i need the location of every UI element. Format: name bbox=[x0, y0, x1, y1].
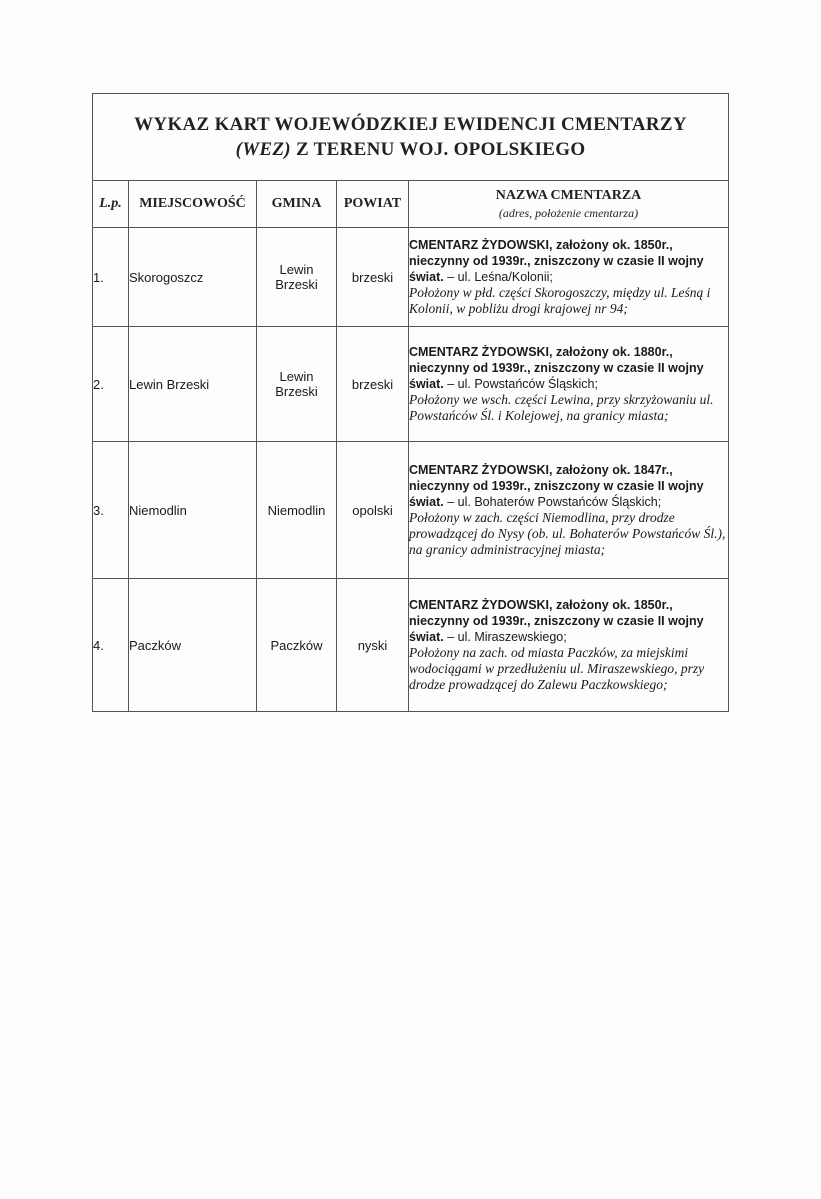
row-gmina: Niemodlin bbox=[257, 442, 337, 579]
title-abbrev: (WEZ) bbox=[235, 139, 291, 160]
row-powiat: brzeski bbox=[337, 327, 409, 442]
header-nazwa-label: NAZWA CMENTARZA bbox=[495, 187, 642, 203]
header-powiat: POWIAT bbox=[337, 181, 409, 228]
row-description bbox=[409, 228, 729, 327]
row-miejscowosc: Skorogoszcz bbox=[129, 228, 257, 327]
row-location: Położony na zach. od miasta Paczków, za miejskimi wodociągami w przedłużeniu ul. Miraszewskiego, przy drodze prowadzącej do Zalewu Paczkowskiego; bbox=[409, 645, 705, 692]
row-miejscowosc: Niemodlin bbox=[129, 442, 257, 579]
row-lp: 3. bbox=[93, 442, 129, 579]
row-lp: 2. bbox=[93, 327, 129, 442]
row-location: Położony we wsch. części Lewina, przy skrzyżowaniu ul. Powstańców Śl. i Kolejowej, na granicy miasta; bbox=[409, 392, 714, 423]
row-address: – ul. Leśna/Kolonii; bbox=[443, 270, 553, 284]
table-row bbox=[93, 579, 729, 712]
title-line-1: WYKAZ KART WOJEWÓDZKIEJ EWIDENCJI CMENTARZY bbox=[134, 114, 687, 135]
row-description bbox=[409, 327, 729, 442]
row-address: – ul. Powstańców Śląskich; bbox=[443, 377, 598, 391]
row-address: – ul. Miraszewskiego; bbox=[443, 630, 567, 644]
row-gmina bbox=[257, 327, 337, 442]
row-location: Położony w płd. części Skorogoszczy, między ul. Leśną i Kolonii, w pobliżu drogi krajowej nr 94; bbox=[409, 285, 711, 316]
header-gmina: GMINA bbox=[257, 181, 337, 228]
row-lp: 4. bbox=[93, 579, 129, 712]
row-gmina-line-1: Lewin bbox=[279, 369, 314, 384]
cemetery-register-table bbox=[92, 93, 729, 712]
row-lp: 1. bbox=[93, 228, 129, 327]
row-description bbox=[409, 579, 729, 712]
row-address: – ul. Bohaterów Powstańców Śląskich; bbox=[443, 495, 662, 509]
header-lp: L.p. bbox=[93, 181, 129, 228]
header-row bbox=[93, 181, 729, 228]
row-cemetery-name: CMENTARZ ŻYDOWSKI, założony ok. 1880r., nieczynny od 1939r., zniszczony w czasie II wojny świat. bbox=[409, 345, 704, 391]
row-gmina bbox=[257, 228, 337, 327]
row-powiat: nyski bbox=[337, 579, 409, 712]
header-nazwa-sub: (adres, położenie cmentarza) bbox=[498, 205, 639, 220]
row-gmina-line-2: Brzeski bbox=[275, 277, 318, 292]
row-cemetery-name: CMENTARZ ŻYDOWSKI, założony ok. 1850r., nieczynny od 1939r., zniszczony w czasie II wojny świat. bbox=[409, 598, 704, 644]
row-miejscowosc: Paczków bbox=[129, 579, 257, 712]
document-title bbox=[93, 94, 729, 181]
row-location: Położony w zach. części Niemodlina, przy drodze prowadzącej do Nysy (ob. ul. Bohaterów Powstańców Śl.), na granicy administracyjnej miasta; bbox=[409, 510, 726, 557]
row-gmina-line-1: Lewin bbox=[279, 262, 314, 277]
row-miejscowosc: Lewin Brzeski bbox=[129, 327, 257, 442]
title-line-2: Z TERENU WOJ. OPOLSKIEGO bbox=[290, 139, 586, 160]
row-cemetery-name: CMENTARZ ŻYDOWSKI, założony ok. 1847r., nieczynny od 1939r., zniszczony w czasie II wojny świat. bbox=[409, 463, 704, 509]
row-powiat: brzeski bbox=[337, 228, 409, 327]
table-row bbox=[93, 327, 729, 442]
row-powiat: opolski bbox=[337, 442, 409, 579]
row-gmina: Paczków bbox=[257, 579, 337, 712]
header-miejscowosc: MIEJSCOWOŚĆ bbox=[129, 181, 257, 228]
header-nazwa bbox=[409, 181, 729, 228]
row-gmina-line-2: Brzeski bbox=[275, 384, 318, 399]
row-cemetery-name: CMENTARZ ŻYDOWSKI, założony ok. 1850r., nieczynny od 1939r., zniszczony w czasie II wojny świat. bbox=[409, 238, 704, 284]
table-row bbox=[93, 442, 729, 579]
table-row bbox=[93, 228, 729, 327]
row-description bbox=[409, 442, 729, 579]
